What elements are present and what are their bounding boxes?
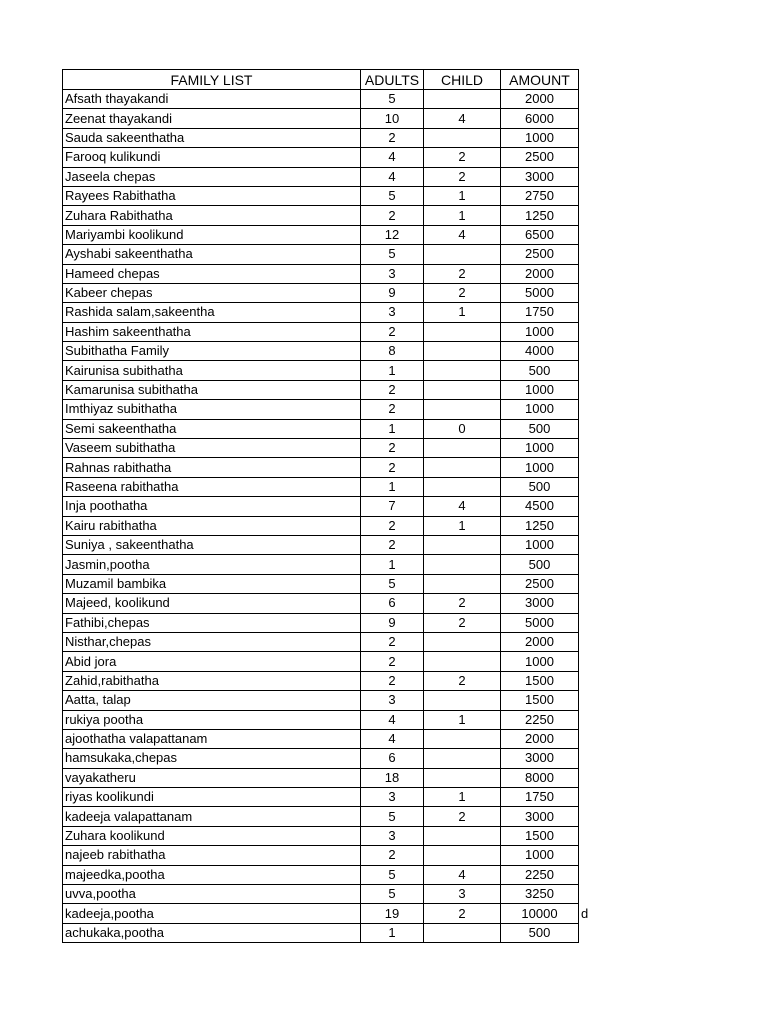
adults-cell[interactable]: 5	[361, 807, 424, 826]
child-cell[interactable]: 1	[424, 206, 501, 225]
table-row	[63, 632, 579, 651]
child-cell[interactable]	[424, 574, 501, 593]
child-cell[interactable]	[424, 245, 501, 264]
adults-cell[interactable]: 2	[361, 380, 424, 399]
child-cell[interactable]	[424, 361, 501, 380]
amount-cell[interactable]: 1000	[501, 400, 579, 419]
child-cell[interactable]	[424, 477, 501, 496]
table-row	[63, 264, 579, 283]
table-row	[63, 380, 579, 399]
child-cell[interactable]: 4	[424, 497, 501, 516]
table-row	[63, 826, 579, 845]
family-list-table	[62, 69, 579, 943]
adults-cell[interactable]: 2	[361, 846, 424, 865]
child-cell[interactable]: 2	[424, 594, 501, 613]
amount-cell[interactable]: 5000	[501, 613, 579, 632]
adults-cell[interactable]: 6	[361, 594, 424, 613]
child-cell[interactable]	[424, 90, 501, 109]
adults-cell[interactable]: 2	[361, 400, 424, 419]
amount-cell[interactable]: 2750	[501, 186, 579, 205]
child-cell[interactable]	[424, 555, 501, 574]
table-row	[63, 245, 579, 264]
family-name-cell[interactable]: Nisthar,chepas	[63, 632, 361, 651]
child-cell[interactable]: 2	[424, 807, 501, 826]
adults-cell[interactable]: 2	[361, 322, 424, 341]
table-body	[63, 90, 579, 943]
header-amount[interactable]: AMOUNT	[501, 70, 579, 90]
amount-cell[interactable]: 500	[501, 419, 579, 438]
family-name-cell[interactable]: Subithatha Family	[63, 342, 361, 361]
table-row	[63, 458, 579, 477]
table-row	[63, 419, 579, 438]
table-row	[63, 613, 579, 632]
child-cell[interactable]	[424, 652, 501, 671]
header-adults[interactable]: ADULTS	[361, 70, 424, 90]
adults-cell[interactable]: 10	[361, 109, 424, 128]
child-cell[interactable]: 2	[424, 264, 501, 283]
family-name-cell[interactable]: achukaka,pootha	[63, 923, 361, 942]
amount-cell[interactable]: 8000	[501, 768, 579, 787]
family-name-cell[interactable]: Inja poothatha	[63, 497, 361, 516]
header-child[interactable]: CHILD	[424, 70, 501, 90]
family-name-cell[interactable]: Farooq kulikundi	[63, 148, 361, 167]
family-name-cell[interactable]: Muzamil bambika	[63, 574, 361, 593]
adults-cell[interactable]: 2	[361, 671, 424, 690]
family-name-cell[interactable]: Hameed chepas	[63, 264, 361, 283]
table-row	[63, 283, 579, 302]
table-row	[63, 361, 579, 380]
family-name-cell[interactable]: Zuhara Rabithatha	[63, 206, 361, 225]
amount-cell[interactable]: 4500	[501, 497, 579, 516]
amount-cell[interactable]: 500	[501, 361, 579, 380]
child-cell[interactable]: 0	[424, 419, 501, 438]
amount-cell[interactable]: 5000	[501, 283, 579, 302]
table-row	[63, 516, 579, 535]
adults-cell[interactable]: 2	[361, 206, 424, 225]
table-row	[63, 555, 579, 574]
child-cell[interactable]	[424, 846, 501, 865]
amount-cell[interactable]: 2000	[501, 90, 579, 109]
table-row	[63, 477, 579, 496]
amount-cell[interactable]: 2500	[501, 574, 579, 593]
table-row	[63, 497, 579, 516]
child-cell[interactable]	[424, 632, 501, 651]
table-row	[63, 225, 579, 244]
table-row	[63, 594, 579, 613]
adults-cell[interactable]: 3	[361, 691, 424, 710]
family-name-cell[interactable]: Suniya , sakeenthatha	[63, 535, 361, 554]
adults-cell[interactable]: 5	[361, 90, 424, 109]
family-name-cell[interactable]: Fathibi,chepas	[63, 613, 361, 632]
amount-cell[interactable]: 1250	[501, 516, 579, 535]
table-row	[63, 167, 579, 186]
family-name-cell[interactable]: Rahnas rabithatha	[63, 458, 361, 477]
amount-cell[interactable]: 4000	[501, 342, 579, 361]
child-cell[interactable]: 2	[424, 167, 501, 186]
adults-cell[interactable]: 3	[361, 788, 424, 807]
table-row	[63, 342, 579, 361]
table-row	[63, 206, 579, 225]
adults-cell[interactable]: 5	[361, 186, 424, 205]
table-row	[63, 652, 579, 671]
family-name-cell[interactable]: Jaseela chepas	[63, 167, 361, 186]
table-row	[63, 671, 579, 690]
family-name-cell[interactable]: Abid jora	[63, 652, 361, 671]
child-cell[interactable]: 2	[424, 283, 501, 302]
adults-cell[interactable]: 3	[361, 264, 424, 283]
adults-cell[interactable]: 4	[361, 148, 424, 167]
table-row	[63, 749, 579, 768]
adults-cell[interactable]: 9	[361, 613, 424, 632]
family-name-cell[interactable]: kadeeja valapattanam	[63, 807, 361, 826]
amount-cell[interactable]: 2000	[501, 264, 579, 283]
child-cell[interactable]	[424, 535, 501, 554]
child-cell[interactable]	[424, 458, 501, 477]
adults-cell[interactable]: 4	[361, 167, 424, 186]
child-cell[interactable]: 1	[424, 710, 501, 729]
adults-cell[interactable]: 9	[361, 283, 424, 302]
family-name-cell[interactable]: Semi sakeenthatha	[63, 419, 361, 438]
table-row	[63, 710, 579, 729]
child-cell[interactable]	[424, 128, 501, 147]
family-name-cell[interactable]: Kairunisa subithatha	[63, 361, 361, 380]
family-name-cell[interactable]: Jasmin,pootha	[63, 555, 361, 574]
child-cell[interactable]: 1	[424, 788, 501, 807]
amount-cell[interactable]: 500	[501, 477, 579, 496]
child-cell[interactable]: 1	[424, 186, 501, 205]
table-row	[63, 322, 579, 341]
family-name-cell[interactable]: ajoothatha valapattanam	[63, 729, 361, 748]
family-name-cell[interactable]: Zuhara koolikund	[63, 826, 361, 845]
spreadsheet-sheet	[62, 69, 579, 943]
table-row	[63, 885, 579, 904]
adults-cell[interactable]: 5	[361, 865, 424, 884]
table-row	[63, 148, 579, 167]
family-name-cell[interactable]: Kairu rabithatha	[63, 516, 361, 535]
child-cell[interactable]: 2	[424, 904, 501, 923]
child-cell[interactable]: 4	[424, 225, 501, 244]
amount-cell[interactable]: 1000	[501, 128, 579, 147]
amount-cell[interactable]: 3000	[501, 167, 579, 186]
table-row	[63, 186, 579, 205]
table-row	[63, 923, 579, 942]
amount-cell[interactable]: 3000	[501, 749, 579, 768]
amount-cell[interactable]: 1500	[501, 691, 579, 710]
child-cell[interactable]: 1	[424, 516, 501, 535]
family-name-cell[interactable]: Majeed, koolikund	[63, 594, 361, 613]
child-cell[interactable]	[424, 400, 501, 419]
table-row	[63, 574, 579, 593]
amount-cell[interactable]: 1000	[501, 458, 579, 477]
amount-cell[interactable]: 3000	[501, 594, 579, 613]
adults-cell[interactable]: 5	[361, 574, 424, 593]
family-name-cell[interactable]: Raseena rabithatha	[63, 477, 361, 496]
family-name-cell[interactable]: Vaseem subithatha	[63, 439, 361, 458]
adults-cell[interactable]: 1	[361, 555, 424, 574]
child-cell[interactable]: 4	[424, 109, 501, 128]
adults-cell[interactable]: 2	[361, 128, 424, 147]
adults-cell[interactable]: 3	[361, 303, 424, 322]
family-name-cell[interactable]: Rayees Rabithatha	[63, 186, 361, 205]
family-name-cell[interactable]: kadeeja,pootha	[63, 904, 361, 923]
table-row	[63, 128, 579, 147]
amount-cell[interactable]: 1500	[501, 671, 579, 690]
adults-cell[interactable]: 8	[361, 342, 424, 361]
child-cell[interactable]	[424, 749, 501, 768]
family-name-cell[interactable]: Zahid,rabithatha	[63, 671, 361, 690]
amount-cell[interactable]: 1000	[501, 322, 579, 341]
table-row	[63, 303, 579, 322]
table-row	[63, 535, 579, 554]
table-row	[63, 691, 579, 710]
child-cell[interactable]	[424, 768, 501, 787]
family-name-cell[interactable]: riyas koolikundi	[63, 788, 361, 807]
family-name-cell[interactable]: uvva,pootha	[63, 885, 361, 904]
amount-cell[interactable]: 3250	[501, 885, 579, 904]
child-cell[interactable]	[424, 439, 501, 458]
amount-cell[interactable]: 2500	[501, 245, 579, 264]
adults-cell[interactable]: 2	[361, 652, 424, 671]
family-name-cell[interactable]: Sauda sakeenthatha	[63, 128, 361, 147]
table-row	[63, 439, 579, 458]
table-row	[63, 904, 579, 923]
family-name-cell[interactable]: Afsath thayakandi	[63, 90, 361, 109]
table-row	[63, 865, 579, 884]
table-row	[63, 788, 579, 807]
adults-cell[interactable]: 1	[361, 477, 424, 496]
adults-cell[interactable]: 3	[361, 826, 424, 845]
table-row	[63, 768, 579, 787]
table-row	[63, 807, 579, 826]
adults-cell[interactable]: 19	[361, 904, 424, 923]
table-row	[63, 90, 579, 109]
amount-cell[interactable]: 2500	[501, 148, 579, 167]
amount-cell[interactable]: 2250	[501, 710, 579, 729]
child-cell[interactable]	[424, 691, 501, 710]
amount-cell[interactable]: 1000	[501, 652, 579, 671]
family-name-cell[interactable]: hamsukaka,chepas	[63, 749, 361, 768]
family-name-cell[interactable]: vayakatheru	[63, 768, 361, 787]
amount-cell[interactable]: 1750	[501, 303, 579, 322]
family-name-cell[interactable]: Hashim sakeenthatha	[63, 322, 361, 341]
child-cell[interactable]	[424, 322, 501, 341]
family-name-cell[interactable]: Kamarunisa subithatha	[63, 380, 361, 399]
amount-cell[interactable]: 1000	[501, 380, 579, 399]
child-cell[interactable]: 4	[424, 865, 501, 884]
amount-cell[interactable]: 500	[501, 923, 579, 942]
amount-cell[interactable]: 500	[501, 555, 579, 574]
amount-cell[interactable]: 1000	[501, 439, 579, 458]
family-name-cell[interactable]: rukiya pootha	[63, 710, 361, 729]
child-cell[interactable]: 2	[424, 671, 501, 690]
child-cell[interactable]	[424, 380, 501, 399]
header-family-list[interactable]: FAMILY LIST	[63, 70, 361, 90]
amount-cell[interactable]: 2000	[501, 632, 579, 651]
family-name-cell[interactable]: majeedka,pootha	[63, 865, 361, 884]
child-cell[interactable]: 2	[424, 613, 501, 632]
adults-cell[interactable]: 4	[361, 729, 424, 748]
child-cell[interactable]: 3	[424, 885, 501, 904]
adults-cell[interactable]: 12	[361, 225, 424, 244]
amount-cell[interactable]: 1250	[501, 206, 579, 225]
child-cell[interactable]	[424, 923, 501, 942]
adults-cell[interactable]: 5	[361, 245, 424, 264]
adults-cell[interactable]: 2	[361, 458, 424, 477]
child-cell[interactable]: 1	[424, 303, 501, 322]
amount-cell[interactable]: 6500	[501, 225, 579, 244]
header-row	[63, 70, 579, 90]
stray-cell-text[interactable]: d	[581, 905, 589, 921]
family-name-cell[interactable]: Imthiyaz subithatha	[63, 400, 361, 419]
amount-cell[interactable]: 10000	[501, 904, 579, 923]
amount-cell[interactable]: 2000	[501, 729, 579, 748]
table-row	[63, 400, 579, 419]
adults-cell[interactable]: 2	[361, 439, 424, 458]
family-name-cell[interactable]: Rashida salam,sakeentha	[63, 303, 361, 322]
adults-cell[interactable]: 2	[361, 632, 424, 651]
adults-cell[interactable]: 7	[361, 497, 424, 516]
adults-cell[interactable]: 2	[361, 516, 424, 535]
amount-cell[interactable]: 1000	[501, 846, 579, 865]
child-cell[interactable]	[424, 729, 501, 748]
table-row	[63, 109, 579, 128]
family-name-cell[interactable]: Zeenat thayakandi	[63, 109, 361, 128]
child-cell[interactable]	[424, 342, 501, 361]
family-name-cell[interactable]: Aatta, talap	[63, 691, 361, 710]
adults-cell[interactable]: 2	[361, 535, 424, 554]
table-row	[63, 846, 579, 865]
family-name-cell[interactable]: najeeb rabithatha	[63, 846, 361, 865]
amount-cell[interactable]: 1750	[501, 788, 579, 807]
adults-cell[interactable]: 6	[361, 749, 424, 768]
adults-cell[interactable]: 1	[361, 419, 424, 438]
table-row	[63, 729, 579, 748]
family-name-cell[interactable]: Kabeer chepas	[63, 283, 361, 302]
adults-cell[interactable]: 5	[361, 885, 424, 904]
family-name-cell[interactable]: Ayshabi sakeenthatha	[63, 245, 361, 264]
adults-cell[interactable]: 1	[361, 361, 424, 380]
amount-cell[interactable]: 2250	[501, 865, 579, 884]
adults-cell[interactable]: 1	[361, 923, 424, 942]
adults-cell[interactable]: 18	[361, 768, 424, 787]
amount-cell[interactable]: 6000	[501, 109, 579, 128]
amount-cell[interactable]: 3000	[501, 807, 579, 826]
child-cell[interactable]	[424, 826, 501, 845]
child-cell[interactable]: 2	[424, 148, 501, 167]
adults-cell[interactable]: 4	[361, 710, 424, 729]
amount-cell[interactable]: 1500	[501, 826, 579, 845]
amount-cell[interactable]: 1000	[501, 535, 579, 554]
family-name-cell[interactable]: Mariyambi koolikund	[63, 225, 361, 244]
